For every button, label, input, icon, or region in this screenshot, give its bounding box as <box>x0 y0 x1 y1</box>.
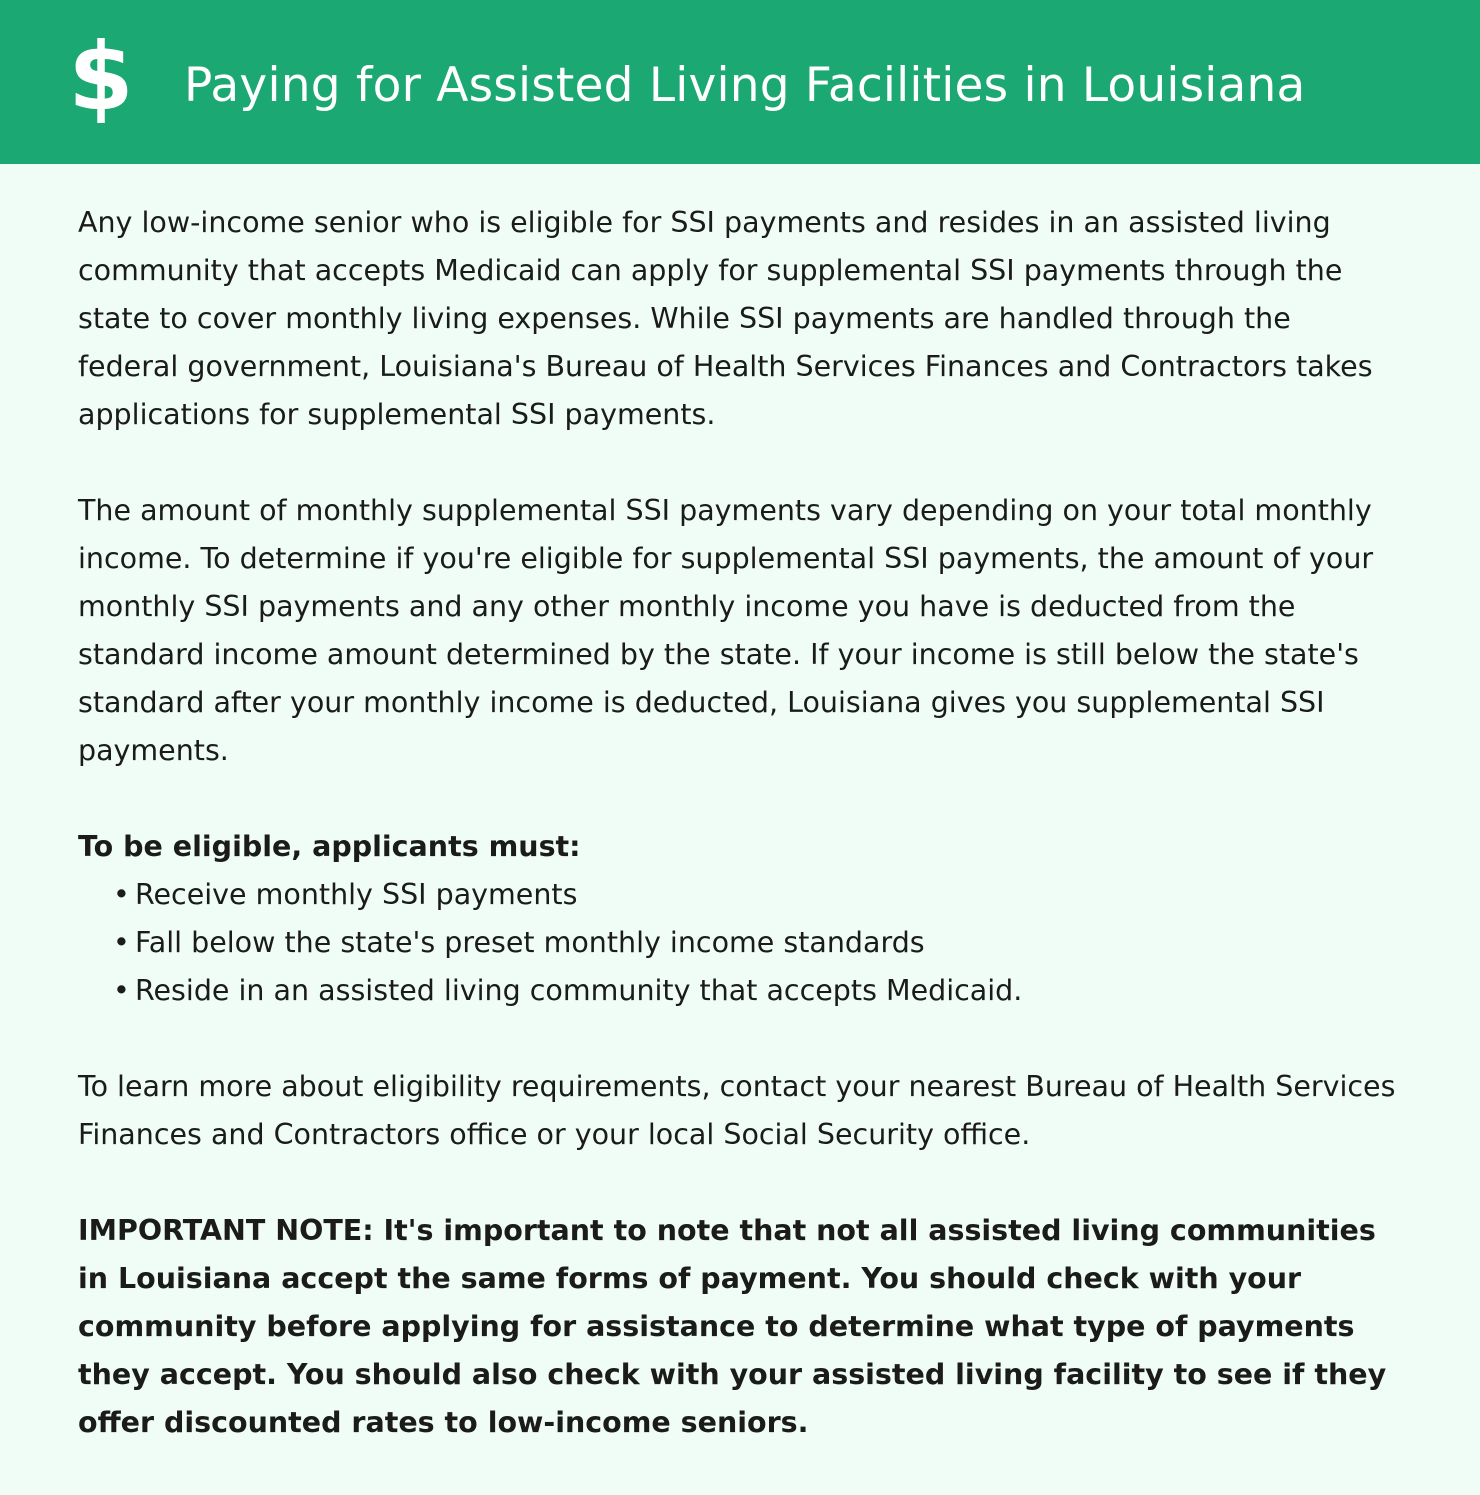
amount-paragraph: The amount of monthly supplemental SSI payments vary depending on your total monthly income. To determine if you're eligible for supplemental SSI payments, the amount of your monthly SSI payments and any other monthly income you have is deducted from the standard income amount determined by the state. If your income is still below the state's standard after your monthly income is deducted, Louisiana gives you supplemental SSI payments. <box>78 494 1374 767</box>
bullet-icon: • <box>113 878 130 911</box>
header-banner <box>0 0 1480 164</box>
eligibility-list <box>78 871 1400 1015</box>
page-title: Paying for Assisted Living Facilities in Louisiana <box>184 58 1306 113</box>
list-item <box>113 967 1400 1015</box>
list-item-text: Fall below the state's preset monthly income standards <box>135 926 925 959</box>
list-item-text: Reside in an assisted living community that accepts Medicaid. <box>135 974 1023 1007</box>
list-item <box>113 871 1400 919</box>
list-item-text: Receive monthly SSI payments <box>135 878 578 911</box>
list-item <box>113 919 1400 967</box>
learn-more-paragraph: To learn more about eligibility requirements, contact your nearest Bureau of Health Services Finances and Contractors office or your local Social Security office. <box>78 1070 1396 1151</box>
main-content <box>78 199 1400 1495</box>
eligibility-heading: To be eligible, applicants must: <box>78 830 581 863</box>
bullet-icon: • <box>113 926 130 959</box>
intro-paragraph: Any low-income senior who is eligible for SSI payments and resides in an assisted living community that accepts Medicaid can apply for supplemental SSI payments through the state to cover monthly living expenses. While SSI payments are handled through the federal government, Louisiana's Bureau of Health Services Finances and Contractors takes applications for supplemental SSI payments. <box>78 206 1373 431</box>
dollar-icon: $ <box>68 23 134 132</box>
bullet-icon: • <box>113 974 130 1007</box>
important-note: IMPORTANT NOTE: It's important to note that not all assisted living communities in Louisiana accept the same forms of payment. You should check with your community before applying for assistance to determine what type of payments they accept. You should also check with your assisted living facility to see if they offer discounted rates to low-income seniors. <box>78 1214 1387 1439</box>
